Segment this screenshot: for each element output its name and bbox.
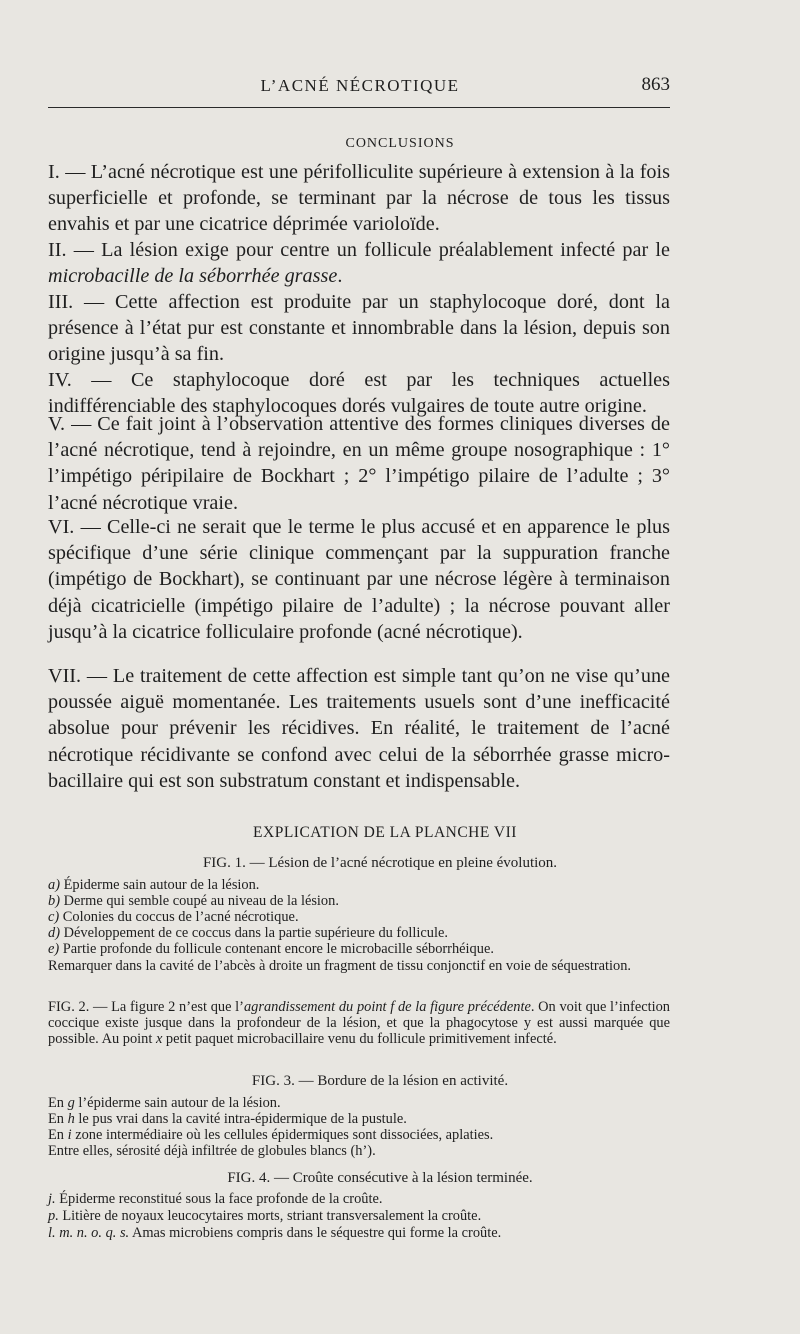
fig3-line-i [48,1127,670,1143]
fig-label: c) [48,909,60,925]
fig-text: Derme qui semble coupé au niveau de la lésion. [60,893,339,909]
conclusion-number: V. [48,413,66,435]
conclusion-text: — Ce staphylocoque doré est par les techniques actuelles indifférenciable des staphylocoques dorés vulgaires de toute autre origine. [48,369,670,418]
conclusion-text: — Le traitement de cette affection est simple tant qu’on ne vise qu’une poussée aiguë momentanée. Les traitements usuels sont d’une inefficacité absolue pour prévenir les récidives. En réalité, le traitement de l’acné nécrotique récidivante se confond avec celui de la séborrhée grasse micro-bacillaire qui est son substratum constant et indispensable. [48,665,670,792]
fig-text: Épiderme reconstitué sous la face profonde de la croûte. [55,1191,383,1207]
fig-text: Développement de ce coccus dans la partie supérieure du follicule. [60,925,448,941]
fig-label: h [67,1111,75,1127]
fig-text: Entre elles, sérosité déjà infiltrée de globules blancs (h’). [48,1143,376,1159]
fig-label: b) [48,893,60,909]
conclusion-1 [48,159,670,238]
fig4-line-p [48,1208,670,1224]
fig-label: l. m. n. o. q. s. [48,1225,130,1241]
fig3-line-g [48,1095,670,1111]
fig-label: e) [48,941,60,957]
fig-text: Partie profonde du follicule contenant encore le microbacille séborrhéique. [59,941,494,957]
fig4-title: FIG. 4. — Croûte consécutive à la lésion terminée. [227,1170,533,1186]
conclusion-text: — Ce fait joint à l’observation attentive des formes cliniques diverses de l’acné nécrotique, tend à rejoindre, en un même groupe nosographique : 1° l’impétigo péripilaire de Bockhart ; 2° l’impétigo pilaire de l’adulte ; 3° l’acné nécrotique vraie. [48,413,670,514]
conclusion-text: — Cette affection est produite par un staphylocoque doré, dont la présence à l’état pur est constante et innombrable dans la lésion, depuis son origine jusqu’à sa fin. [48,291,670,366]
fig2-end: petit paquet microbacillaire venu du follicule primitivement infecté. [162,1031,557,1047]
conclusion-number: VI. [48,516,75,538]
plate-heading: EXPLICATION DE LA PLANCHE VII [253,824,517,841]
fig2-lead: FIG. 2. — La figure 2 n’est que l’ [48,999,244,1015]
conclusion-italic: microbacille de la séborrhée grasse [48,265,338,288]
fig1-title: FIG. 1. — Lésion de l’acné nécrotique en pleine évolution. [202,855,558,871]
fig1-line-b [48,893,670,909]
fig-text: zone intermédiaire où les cellules épidermiques sont dissociées, aplaties. [71,1127,494,1143]
conclusion-number: I. [48,161,60,183]
conclusion-number: III. [48,291,74,313]
fig-text: Colonies du coccus de l’acné nécrotique. [59,909,299,925]
fig-label: g [67,1095,75,1111]
fig-text: le pus vrai dans la cavité intra-épidermique de la pustule. [74,1111,407,1127]
fig-text: Litière de noyaux leucocytaires morts, striant transversalement la croûte. [58,1208,482,1224]
conclusion-5 [48,411,670,516]
fig-text: Épiderme sain autour de la lésion. [60,877,260,893]
fig2-rest: . On voit que l’infection coccique existe jusque dans la profondeur de la lésion, et que la phagocytose y est aussi marquée que possible. Au point [48,999,670,1047]
conclusion-6 [48,514,670,645]
fig-label: a) [48,877,60,893]
fig-label: p. [48,1208,59,1224]
fig2-point-label: x [155,1031,163,1047]
running-title: L’ACNÉ NÉCROTIQUE [260,76,460,95]
conclusion-text: — Celle-ci ne serait que le terme le plus accusé et en apparence le plus spécifique d’une série clinique commençant par la suppuration franche (impétigo de Bockhart), se continuant par une nécrose légère à terminaison déjà cicatricielle (impétigo pilaire de l’adulte) ; la nécrose pouvant aller jusqu’à la cicatrice folliculaire profonde (acné nécrotique). [48,516,670,643]
fig1-remark: Remarquer dans la cavité de l’abcès à droite un fragment de tissu conjonctif en voie de séquestration. [48,958,632,974]
conclusion-number: VII. [48,665,82,687]
fig1-line-d [48,925,670,941]
fig-pre: En [48,1095,68,1111]
fig-text: l’épiderme sain autour de la lésion. [74,1095,281,1111]
fig1-line-e [48,941,670,957]
fig4-line-j [48,1191,670,1207]
conclusion-number: IV. [48,369,72,391]
conclusion-3 [48,289,670,368]
fig-label: i [67,1127,72,1143]
fig-pre: En [48,1111,68,1127]
conclusion-number: II. [48,239,67,261]
fig3-line-h [48,1111,670,1127]
fig-label: j. [48,1191,56,1207]
fig4-line-lmnoqs [48,1225,670,1241]
fig1-line-a [48,877,670,893]
conclusion-text: — L’acné nécrotique est une périfolliculite supérieure à extension à la fois superficielle et profonde, se terminant par la nécrose de tous les tissus envahis et par une cicatrice déprimée varioloïde. [48,161,670,236]
conclusions-heading: CONCLUSIONS [345,136,455,151]
page-number: 863 [641,74,670,95]
fig-label: d) [48,925,60,941]
header-rule [48,107,670,108]
fig1-line-c [48,909,670,925]
conclusion-7 [48,663,670,794]
conclusion-2 [48,237,670,289]
fig-pre: En [48,1127,68,1143]
conclusion-text-end: . [337,265,343,288]
fig2-italic: agrandissement du point f de la figure précédente [243,999,531,1015]
fig-text: Amas microbiens compris dans le séquestre qui forme la croûte. [129,1225,502,1241]
fig2-paragraph [48,999,670,1047]
fig3-line-entre [48,1143,670,1159]
conclusion-text: — La lésion exige pour centre un follicule préalablement infecté par le [66,239,670,261]
page-header [48,72,672,100]
fig3-title: FIG. 3. — Bordure de la lésion en activité. [251,1073,509,1089]
